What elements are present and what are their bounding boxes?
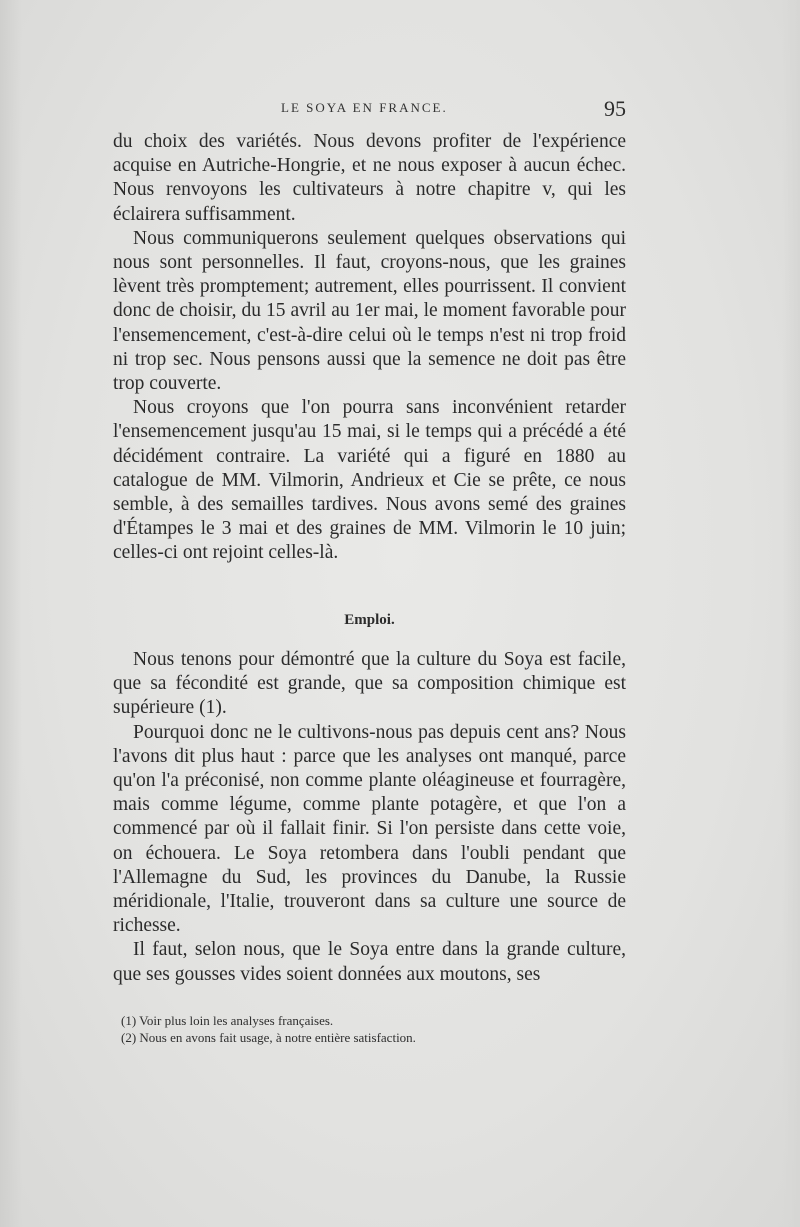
body-text-top xyxy=(113,130,626,566)
running-title: LE SOYA EN FRANCE. xyxy=(281,100,448,115)
paragraph: Nous communiquerons seulement quelques observations qui nous sont personnelles. Il faut, croyons-nous, que les graines lèvent très promptement; autrement, elles pourrissent. Il convient donc de choisir, du 15 avril au 1er mai, le moment favorable pour l'ensemencement, c'est-à-dire celui où le temps n'est ni trop froid ni trop sec. Nous pensons aussi que la semence ne doit pas être trop couverte. xyxy=(113,227,626,395)
paragraph: Il faut, selon nous, que le Soya entre dans la grande culture, que ses gousses vides soient données aux moutons, ses xyxy=(113,939,626,985)
page-number: 95 xyxy=(604,96,626,121)
section-heading: Emploi. xyxy=(344,612,395,628)
paragraph: Nous tenons pour démontré que la culture du Soya est facile, que sa fécondité est grande, que sa composition chimique est supérieure (1). xyxy=(113,649,626,719)
paragraph: Pourquoi donc ne le cultivons-nous pas depuis cent ans? Nous l'avons dit plus haut : parce que les analyses ont manqué, parce qu'on l'a préconisé, non comme plante oléagineuse et fourragère, mais comme légume, comme plante potagère, et que l'on a commencé par où il fallait finir. Si l'on persiste dans cette voie, on échouera. Le Soya retombera dans l'oubli pendant que l'Allemagne du Sud, les provinces du Danube, la Russie méridionale, l'Italie, trouveront dans sa culture une source de richesse. xyxy=(113,721,626,937)
footnotes xyxy=(121,1012,601,1046)
page-edge-shadow xyxy=(782,0,800,1227)
body-text-bottom xyxy=(113,648,626,987)
page-gutter-shadow xyxy=(0,0,22,1227)
page-header xyxy=(113,96,626,124)
footnote: (2) Nous en avons fait usage, à notre entière satisfaction. xyxy=(121,1030,416,1045)
paragraph: Nous croyons que l'on pourra sans inconvénient retarder l'ensemencement jusqu'au 15 mai, si le temps qui a précédé a été décidément contraire. La variété qui a figuré en 1880 au catalogue de MM. Vilmorin, Andrieux et Cie se prête, ce nous semble, à des semailles tardives. Nous avons semé des graines d'Étampes le 3 mai et des graines de MM. Vilmorin le 10 juin; celles-ci ont rejoint celles-là. xyxy=(113,397,626,564)
footnote: (1) Voir plus loin les analyses françaises. xyxy=(121,1013,334,1028)
paragraph: du choix des variétés. Nous devons profiter de l'expérience acquise en Autriche-Hongrie, et ne nous exposer à aucun échec. Nous renvoyons les cultivateurs à notre chapitre v, qui les éclairera suffisamment. xyxy=(113,131,626,225)
